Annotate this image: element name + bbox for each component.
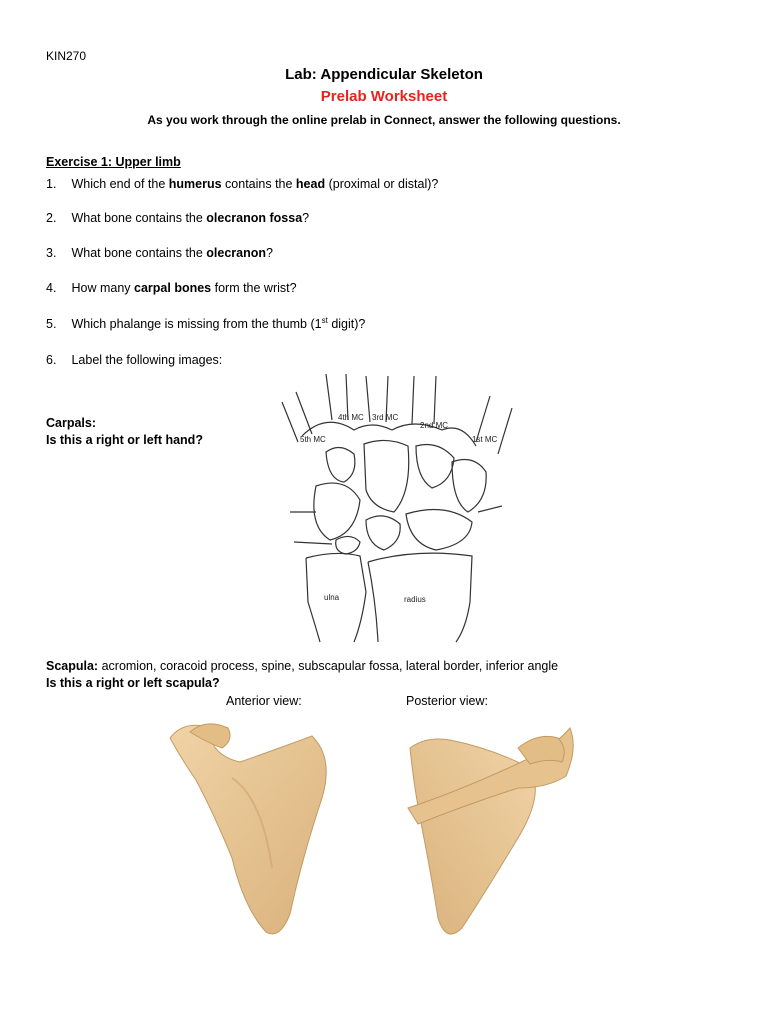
question-number: 6.: [46, 353, 57, 367]
keyword: olecranon: [206, 246, 267, 260]
exercise-heading: Exercise 1: Upper limb: [46, 155, 181, 169]
question-text: contains the: [221, 177, 296, 191]
carpals-label: Carpals:: [46, 416, 97, 430]
superscript: st: [321, 316, 328, 325]
scapula-question: Is this a right or left scapula?: [46, 676, 220, 690]
question-text: ?: [266, 246, 273, 260]
question-number: 2.: [46, 211, 57, 225]
page-subtitle: Prelab Worksheet: [320, 88, 448, 105]
carpals-question: Is this a right or left hand?: [46, 433, 203, 447]
course-code: KIN270: [46, 49, 87, 63]
question-text: What bone contains the: [71, 211, 207, 225]
question-5: [46, 316, 365, 331]
posterior-view-label: Posterior view:: [406, 694, 488, 708]
question-2: [46, 211, 309, 225]
mc4-label: 4th MC: [338, 413, 364, 422]
question-3: [46, 246, 273, 260]
mc2-label: 2nd MC: [420, 421, 449, 430]
anterior-view-label: Anterior view:: [226, 694, 302, 708]
keyword: olecranon fossa: [206, 211, 303, 225]
question-text: ?: [302, 211, 310, 225]
scapula-anterior-image: [162, 718, 342, 946]
question-6: [46, 353, 222, 367]
keyword: head: [295, 177, 326, 191]
mc5-label: 5th MC: [300, 435, 326, 444]
carpals-heading: [46, 415, 203, 449]
keyword: carpal bones: [134, 281, 212, 295]
question-text: digit)?: [327, 317, 366, 332]
question-number: 1.: [46, 177, 57, 191]
question-1: [46, 177, 438, 191]
ulna-label: ulna: [324, 593, 340, 602]
question-text: Label the following images:: [71, 353, 223, 367]
instructions: As you work through the online prelab in Connect, answer the following questions.: [147, 113, 621, 127]
question-4: [46, 281, 297, 295]
mc3-label: 3rd MC: [372, 413, 399, 422]
scapula-label: Scapula:: [46, 659, 99, 673]
question-number: 5.: [46, 317, 57, 332]
page-title: Lab: Appendicular Skeleton: [285, 66, 483, 83]
scapula-posterior-image: [398, 718, 582, 946]
question-text: Which phalange is missing from the thumb (1: [71, 317, 322, 332]
keyword: humerus: [168, 177, 222, 191]
question-number: 3.: [46, 246, 57, 260]
question-text: How many: [71, 281, 135, 295]
mc1-label: 1st MC: [472, 435, 498, 444]
question-text: (proximal or distal)?: [325, 177, 439, 191]
radius-label: radius: [404, 595, 426, 604]
scapula-term-list: acromion, coracoid process, spine, subscapular fossa, lateral border, inferior angle: [98, 659, 559, 673]
question-text: What bone contains the: [71, 246, 207, 260]
scapula-terms: [46, 659, 558, 673]
question-text: form the wrist?: [211, 281, 297, 295]
carpals-illustration: [276, 372, 528, 644]
question-text: Which end of the: [71, 177, 169, 191]
question-number: 4.: [46, 281, 57, 295]
